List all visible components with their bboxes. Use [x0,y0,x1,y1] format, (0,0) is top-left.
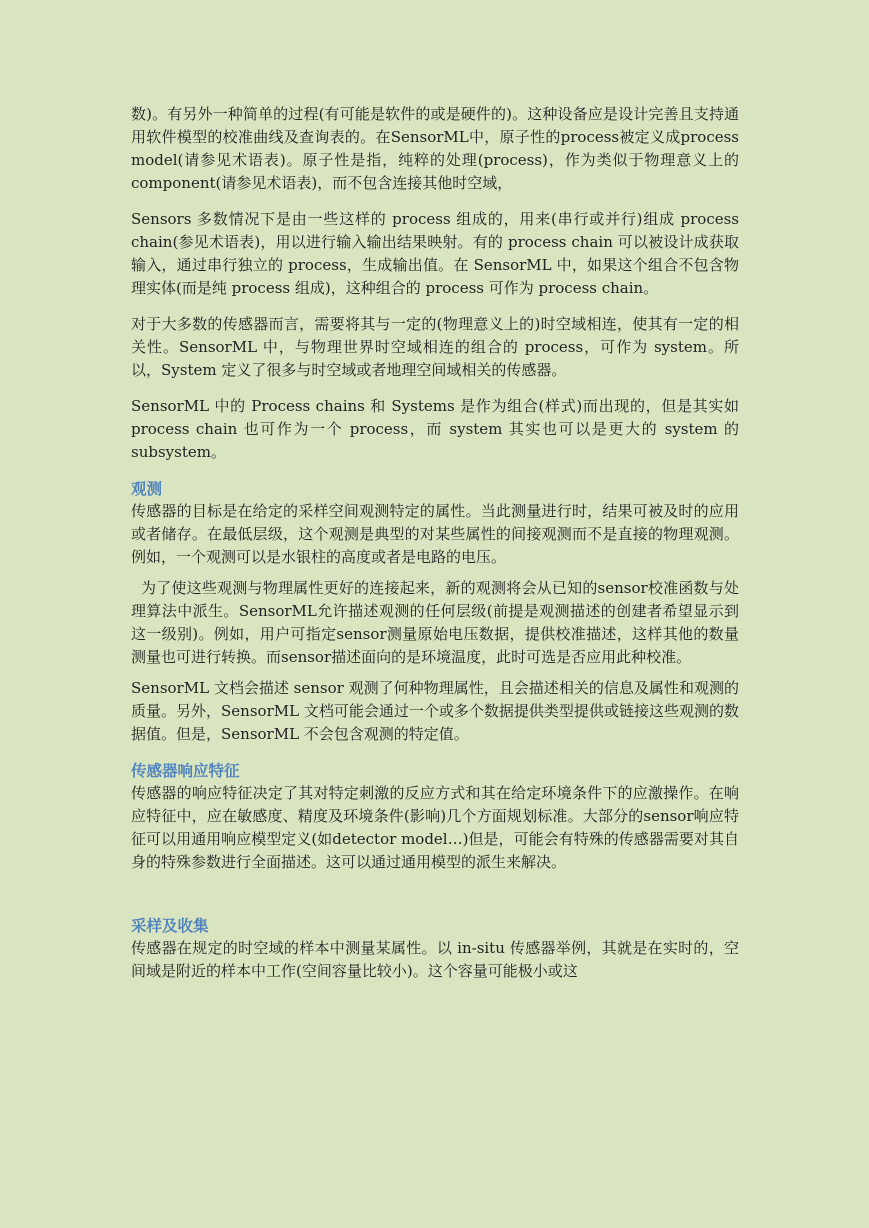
paragraph-sampling: 传感器在规定的时空域的样本中测量某属性。以 in-situ 传感器举例，其就是在实时的，空间域是附近的样本中工作(空间容量比较小)。这个容量可能极小或这 [131,939,739,980]
section-heading-response: 传感器响应特征 [131,761,240,780]
paragraph-system: 对于大多数的传感器而言，需要将其与一定的(物理意义上的)时空域相连，使其有一定的相关性。SensorML 中，与物理世界时空域相连的组合的 process，可作为 system。所以，System 定义了很多与时空域或者地理空间域相关的传感器。 [131,315,739,379]
paragraph-atomic-process: 数)。有另外一种简单的过程(有可能是软件的或是硬件的)。这种设备应是设计完善且支持通用软件模型的校准曲线及查询表的。在SensorML中，原子性的process被定义成process model(请参见术语表)。原子性是指，纯粹的处理(process)，作为类似于物理意义上的component(请参见术语表)，而不包含连接其他时空域， [131,105,739,192]
paragraph-observation-goal: 传感器的目标是在给定的采样空间观测特定的属性。当此测量进行时，结果可被及时的应用或者储存。在最低层级，这个观测是典型的对某些属性的间接观测而不是直接的物理观测。例如，一个观测可以是水银柱的高度或者是电路的电压。 [131,502,739,566]
document-page [131,103,739,996]
paragraph-observation-document: SensorML 文档会描述 sensor 观测了何种物理属性，且会描述相关的信息及属性和观测的质量。另外，SensorML 文档可能会通过一个或多个数据提供类型提供或链接这些观测的数据值。但是，SensorML 不会包含观测的特定值。 [131,679,739,743]
paragraph-observation-derivation: 为了使这些观测与物理属性更好的连接起来，新的观测将会从已知的sensor校准函数与处理算法中派生。SensorML允许描述观测的任何层级(前提是观测描述的创建者希望显示到这一级别)。例如，用户可指定sensor测量原始电压数据，提供校准描述，这样其他的数量测量也可进行转换。而sensor描述面向的是环境温度，此时可选是否应用此种校准。 [131,579,739,666]
section-heading-observation: 观测 [131,479,163,498]
paragraph-composition: SensorML 中的 Process chains 和 Systems 是作为组合(样式)而出现的，但是其实如 process chain 也可作为一个 process，而 system 其实也可以是更大的 system 的 subsystem。 [131,397,739,461]
paragraph-response-characteristics: 传感器的响应特征决定了其对特定刺激的反应方式和其在给定环境条件下的应激操作。在响应特征中，应在敏感度、精度及环境条件(影响)几个方面规划标准。大部分的sensor响应特征可以用通用响应模型定义(如detector model…)但是，可能会有特殊的传感器需要对其自身的特殊参数进行全面描述。这可以通过通用模型的派生来解决。 [131,784,739,871]
section-spacer [131,887,739,914]
paragraph-process-chain: Sensors 多数情况下是由一些这样的 process 组成的，用来(串行或并行)组成 process chain(参见术语表)，用以进行输入输出结果映射。有的 process chain 可以被设计成获取输入，通过串行独立的 process，生成输出值。在 SensorML 中，如果这个组合不包含物理实体(而是纯 process 组成)，这种组合的 process 可作为 process chain。 [131,210,739,297]
section-heading-sampling: 采样及收集 [131,916,209,935]
